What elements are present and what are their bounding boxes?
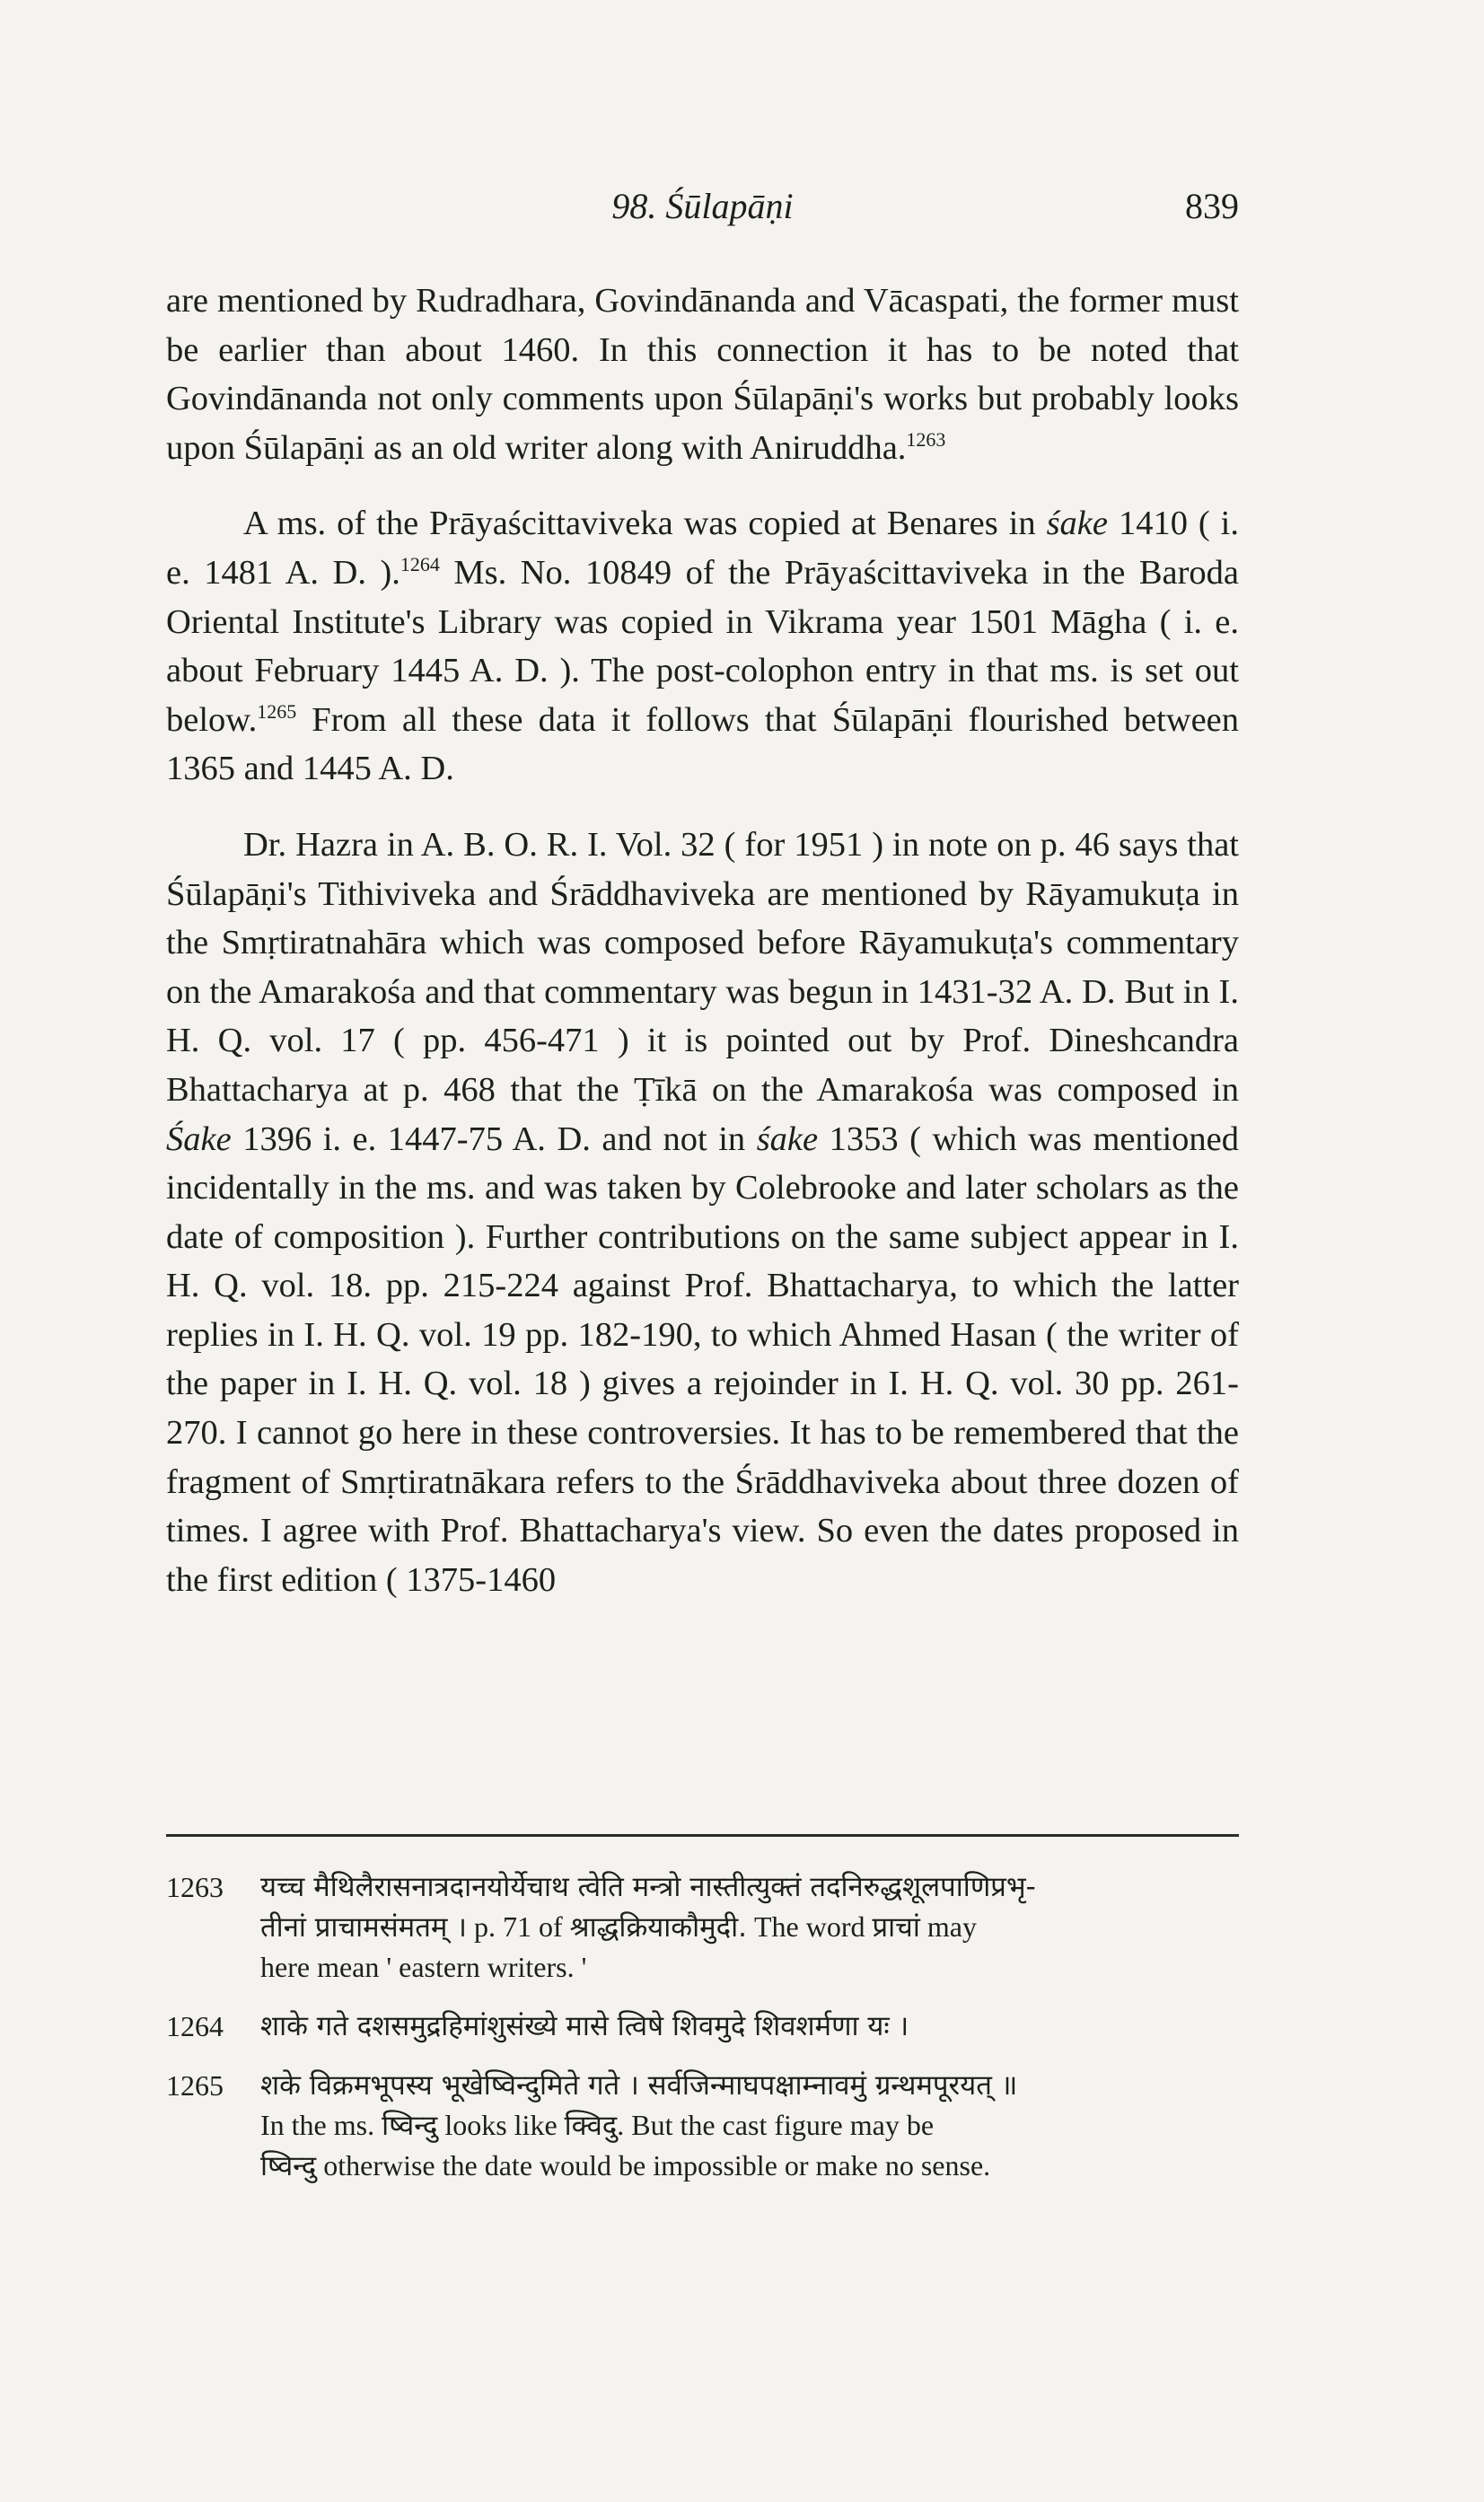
footnote-text: . But the cast figure may be [617,2109,935,2141]
footnote-body [260,1867,1239,1987]
footnote-text: looks like [437,2109,565,2141]
page-number: 839 [1185,186,1239,226]
paragraph-2 [166,499,1239,794]
footnote-number: 1265 [166,2069,224,2102]
footnote-body [260,2006,1239,2046]
footnote-body [260,2066,1239,2186]
paragraph-2-text: 1410 ( i. e. 1481 A. D. ). [166,505,1239,592]
footnote-line: शके विक्रमभूपस्य भूखेष्विन्दुमिते गते । सर्वजिन्माघपक्षाम्नावमुं ग्रन्थमपूरयत् ॥ [260,2069,1018,2102]
footnote-number: 1263 [166,1871,224,1903]
running-head: 98. Śūlapāṇi [611,186,794,226]
footnote-text: otherwise the date would be impossible or make no sense. [316,2149,991,2182]
paragraph-1-text: are mentioned by Rudradhara, Govindānanda and Vācaspati, the former must be earlier than about 1460. In this connection it has to be noted that Govindānanda not only comments upon Śūlapāṇi's works but probably looks upon Śūlapāṇi as an old writer along with Aniruddha. [166,282,1239,467]
footnote-1264 [166,2006,1239,2046]
footnote-ref-1264[interactable]: 1264 [400,553,440,576]
paragraph-1 [166,277,1239,472]
footnote-divider [166,1834,1239,1837]
term-sake: Śake [166,1119,232,1158]
footnote-line: शाके गते दशसमुद्रहिमांशुसंख्ये मासे त्विषे शिवमुदे शिवशर्मणा यः । [260,2010,909,2042]
footnote-number: 1264 [166,2010,224,2042]
paragraph-2-text: A ms. of the Prāyaścittaviveka was copied at Benares in [243,505,1047,543]
paragraph-3 [166,821,1239,1605]
paragraph-2-text: Ms. No. 10849 of the Prāyaścittaviveka in the Baroda Oriental Institute's Library was copied in Vikrama year 1501 Māgha ( i. e. about February 1445 A. D. ). The post-colophon entry in that ms. is set out below. [166,553,1239,739]
paragraph-2-text: From all these data it follows that Śūlapāṇi flourished between 1365 and 1445 A. D. [166,700,1239,788]
footnote-line: यच्च मैथिलैरासनात्रदानयोर्येचाथ त्वेति मन्त्रो नास्तीत्युक्तं तदनिरुद्धशूलपाणिप्रभृ- [260,1871,1036,1903]
footnotes [166,1867,1239,2206]
footnote-text: In the ms. [260,2109,382,2141]
footnote-line [260,1907,1239,1947]
deva-text: ष्विन्दु [382,2110,438,2142]
deva-text: ष्विन्दु [260,2150,317,2182]
page-header [166,185,1239,239]
footnote-1263 [166,1867,1239,1987]
deva-text: श्राद्धक्रियाकौमुदी. [569,1911,747,1944]
footnote-1265 [166,2066,1239,2186]
term-sake: śake [1046,505,1108,543]
deva-text: प्राचां [872,1911,920,1944]
paragraph-3-text: Dr. Hazra in A. B. O. R. I. Vol. 32 ( for 1951 ) in note on p. 46 says that Śūlapāṇi's Tithiviveka and Śrāddhaviveka are mentioned by Rāyamukuṭa in the Smṛtiratnahāra which was composed before Rāyamukuṭa's commentary on the Amarakośa and that commentary was begun in 1431-32 A. D. But in I. H. Q. vol. 17 ( pp. 456-471 ) it is pointed out by Prof. Dineshcandra Bhattacharya at p. 468 that the Ṭīkā on the Amarakośa was composed in [166,825,1239,1109]
deva-text: क्विदु [564,2110,618,2142]
footnote-text: p. 71 of [467,1910,570,1943]
footnote-line [260,2105,1239,2146]
footnote-ref-1263[interactable]: 1263 [906,427,946,451]
footnote-text: may [919,1910,977,1943]
paragraph-3-text: 1353 ( which was mentioned incidentally in the ms. and was taken by Colebrooke and later scholars as the date of composition ). Further contributions on the same subject appear in I. H. Q. vol. 18. pp. 215-224 against Prof. Bhattacharya, to which the latter replies in I. H. Q. vol. 19 pp. 182-190, to which Ahmed Hasan ( the writer of the paper in I. H. Q. vol. 18 ) gives a rejoinder in I. H. Q. vol. 30 pp. 261-270. I cannot go here in these controversies. It has to be remembered that the fragment of Smṛtiratnākara refers to the Śrāddhaviveka about three dozen of times. I agree with Prof. Bhattacharya's view. So even the dates proposed in the first edition ( 1375-1460 [166,1119,1239,1599]
term-sake: śake [756,1119,819,1158]
body-text [166,277,1239,1631]
deva-text: तीनां प्राचामसंमतम् । [260,1911,468,1944]
paragraph-3-text: 1396 i. e. 1447-75 A. D. and not in [231,1119,757,1158]
footnote-ref-1265[interactable]: 1265 [257,699,297,723]
footnote-text: The word [746,1910,873,1943]
footnote-line: here mean ' eastern writers. ' [260,1951,587,1983]
footnote-line [260,2146,1239,2186]
